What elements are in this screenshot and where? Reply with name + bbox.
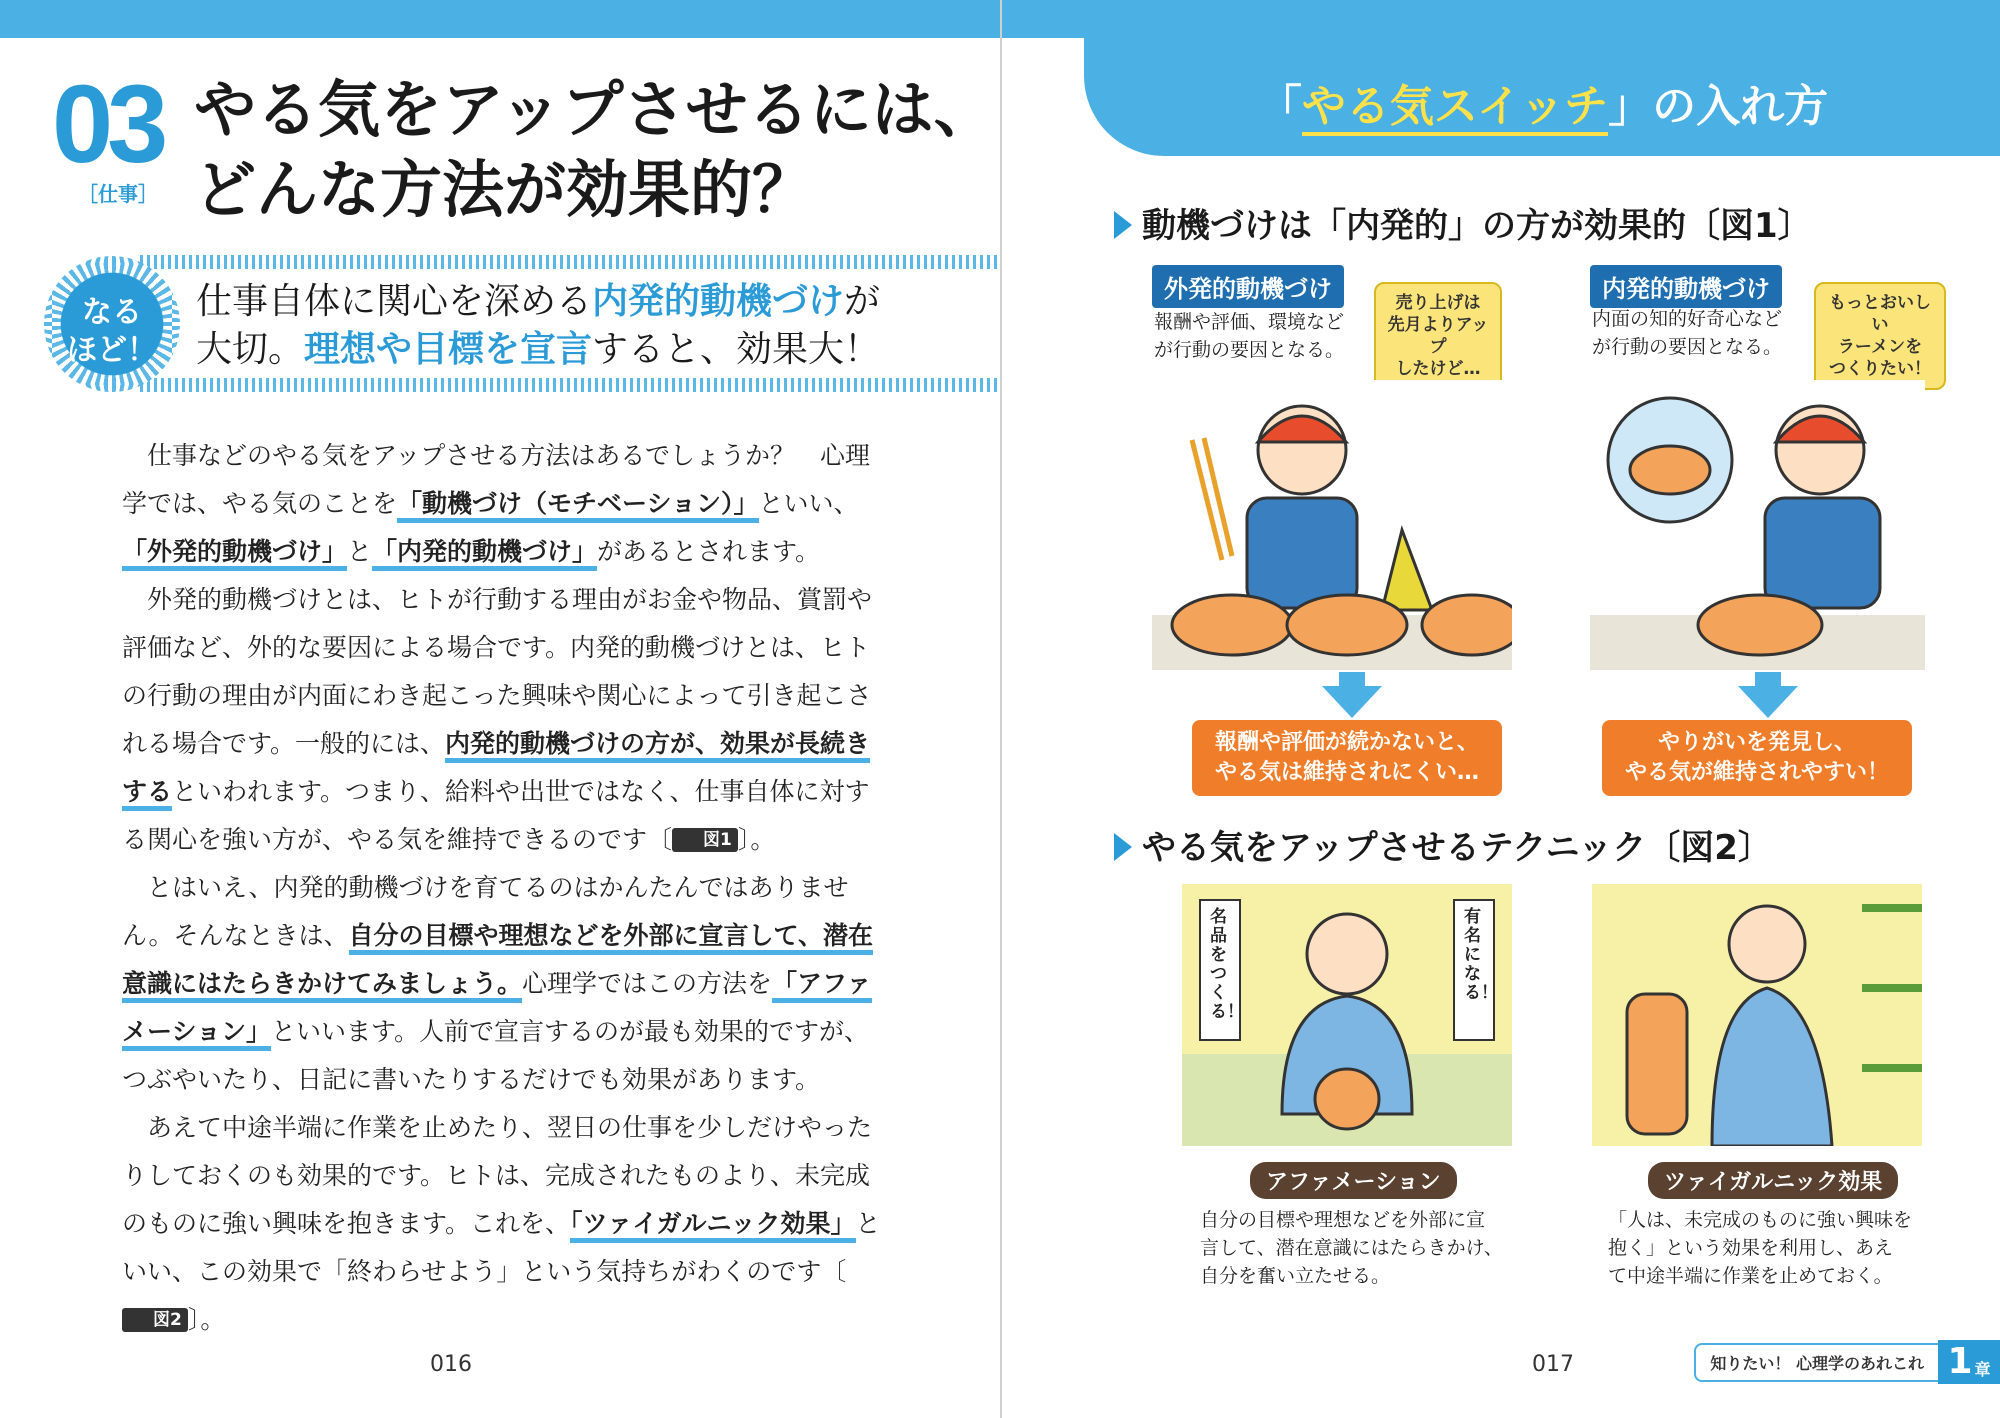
figure-ref: 図1 bbox=[672, 828, 738, 852]
arrow-down-icon bbox=[1322, 686, 1382, 718]
intrinsic-label: 内発的動機づけ bbox=[1590, 265, 1782, 308]
top-band bbox=[0, 0, 1000, 38]
extrinsic-illustration bbox=[1152, 380, 1512, 670]
header-title: 「やる気スイッチ」の入れ方 bbox=[1084, 70, 2000, 134]
paragraph-3: とはいえ、内発的動機づけを育てるのはかんたんではありません。そんなときは、自分の目標や理想などを外部に宣言して、潜在意識にはたらきかけてみましょう。心理学ではこの方法を「アファメーション」といいます。人前で宣言するのが最も効果的ですが、つぶやいたり、日記に書いたりするだけでも効果があります。 bbox=[122, 873, 874, 1094]
summary-highlight: 理想や目標を宣言 bbox=[304, 329, 593, 370]
page-number: 017 bbox=[1532, 1352, 1574, 1377]
affirmation-label: アファメーション bbox=[1250, 1162, 1457, 1199]
hatch-divider-bottom bbox=[140, 378, 1000, 392]
summary: 仕事自体に関心を深める内発的動機づけが 大切。理想や目標を宣言すると、効果大！ bbox=[196, 281, 881, 370]
category-tag: ［仕事］ bbox=[78, 182, 158, 206]
naruhodo-badge bbox=[44, 256, 180, 392]
affirmation-illustration bbox=[1182, 884, 1512, 1146]
zeigarnik-label: ツァイガルニック効果 bbox=[1648, 1162, 1898, 1199]
scroll-text-left: 名品をつくる！ bbox=[1210, 907, 1244, 1022]
affirmation-desc: 自分の目標や理想などを外部に宣 言して、潜在意識にはたらきかけ、 自分を奮い立たせる。 bbox=[1200, 1209, 1503, 1287]
triangle-icon bbox=[1114, 211, 1132, 239]
badge-line-2: ほど！ bbox=[67, 333, 157, 368]
chapter-footer bbox=[1694, 1340, 2000, 1384]
section-heading-1: 動機づけは「内発的」の方が効果的〔図1〕 bbox=[1114, 198, 1812, 247]
zeigarnik-desc: 「人は、未完成のものに強い興味を 抱く」という効果を利用し、あえ て中途半端に作業を止めておく。 bbox=[1608, 1209, 1913, 1287]
body-text bbox=[122, 432, 886, 1344]
chapter-number: 03 bbox=[52, 63, 163, 186]
intrinsic-speech-bubble: もっとおいしい ラーメンを つくりたい！ bbox=[1814, 282, 1946, 390]
ramen-chef-happy-illustration bbox=[1590, 380, 1925, 670]
chapter-footer-text: 知りたい！ 心理学のあれこれ bbox=[1694, 1343, 1938, 1382]
badge-line-1: なる bbox=[82, 295, 142, 330]
triangle-icon bbox=[1114, 833, 1132, 861]
extrinsic-label: 外発的動機づけ bbox=[1152, 265, 1344, 308]
summary-highlight: 内発的動機づけ bbox=[592, 281, 845, 322]
page-title bbox=[194, 70, 996, 230]
header-panel bbox=[1084, 38, 2000, 156]
title-line-2: どんな方法が効果的？ bbox=[194, 153, 815, 226]
chapter-badge: 1 章 bbox=[1938, 1340, 2000, 1384]
paragraph-4: あえて中途半端に作業を止めたり、翌日の仕事を少しだけやったりしておくのも効果的です。ヒトは、完成されたものより、未完成のものに強い興味を抱きます。これを、「ツァイガルニック効果」といい、この効果で「終わらせよう」という気持ちがわくのです〔図2 〕。 bbox=[122, 1113, 881, 1334]
figure-ref: 図2 bbox=[122, 1308, 188, 1332]
title-line-1: やる気をアップさせるには、 bbox=[194, 73, 996, 146]
top-band bbox=[1002, 0, 2000, 38]
intrinsic-result: やりがいを発見し、 やる気が維持されやすい！ bbox=[1602, 720, 1912, 796]
zeigarnik-illustration bbox=[1592, 884, 1922, 1146]
intrinsic-desc: 内面の知的好奇心など が行動の要因となる。 bbox=[1592, 308, 1783, 358]
hatch-divider-top bbox=[140, 255, 1000, 269]
arrow-down-icon bbox=[1738, 686, 1798, 718]
right-page bbox=[1000, 0, 2000, 1418]
extrinsic-desc: 報酬や評価、環境など が行動の要因となる。 bbox=[1154, 311, 1345, 361]
section-heading-2: やる気をアップさせるテクニック〔図2〕 bbox=[1114, 820, 1772, 869]
scroll-text-right: 有名になる！ bbox=[1464, 907, 1498, 1003]
potter-thinking-illustration bbox=[1592, 884, 1922, 1146]
page-number: 016 bbox=[430, 1352, 472, 1377]
intrinsic-illustration bbox=[1590, 380, 1925, 670]
ramen-chef-worried-illustration bbox=[1152, 380, 1512, 670]
header-keyword: やる気スイッチ bbox=[1302, 81, 1608, 136]
extrinsic-result: 報酬や評価が続かないと、 やる気は維持されにくい… bbox=[1192, 720, 1502, 796]
paragraph-2: 外発的動機づけとは、ヒトが行動する理由がお金や物品、賞罰や評価など、外的な要因による場合です。内発的動機づけとは、ヒトの行動の理由が内面にわき起こった興味や関心によって引き起こされる場合です。一般的には、内発的動機づけの方が、効果が長続きするといわれます。つまり、給料や出世ではなく、仕事自体に対する関心を強い方が、やる気を維持できるのです〔 図1 〕。 bbox=[122, 585, 873, 854]
extrinsic-speech-bubble: 売り上げは 先月よりアップ したけど… bbox=[1374, 282, 1502, 390]
paragraph-1: 仕事などのやる気をアップさせる方法はあるでしょうか？ 心理学では、やる気のことを「動機づけ（モチベーション）」といい、「外発的動機づけ」と「内発的動機づけ」があるとされます。 bbox=[122, 432, 886, 576]
